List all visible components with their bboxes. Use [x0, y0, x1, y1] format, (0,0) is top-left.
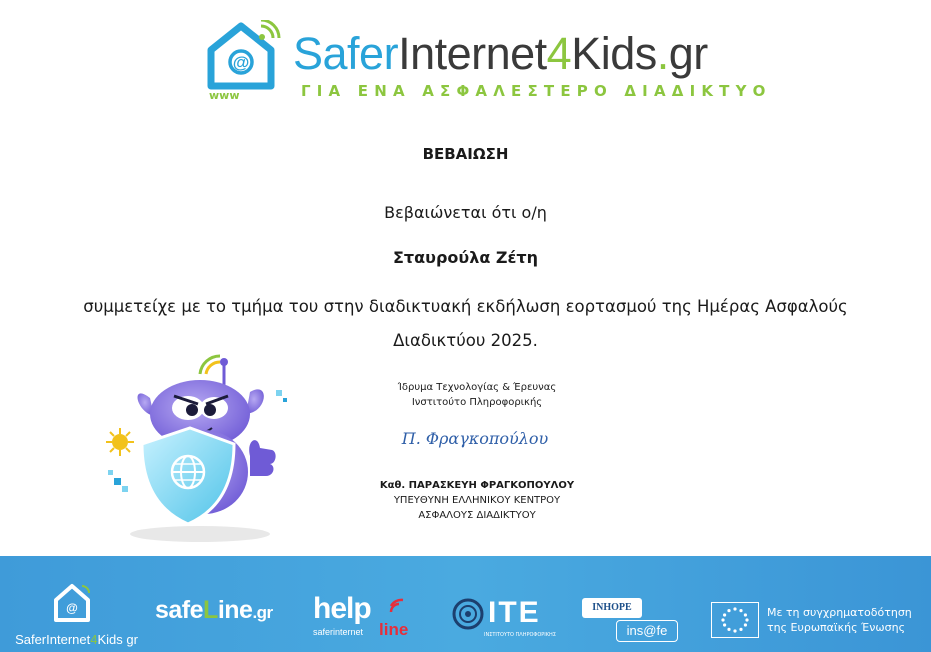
certificate-intro: Βεβαιώνεται ότι ο/η	[384, 203, 547, 222]
ite-wordmark: ITE	[488, 596, 541, 629]
signatory-role-line-2: ΑΣΦΑΛΟΥΣ ΔΙΑΔΙΚΤΥΟΥ	[418, 510, 536, 521]
certificate-body-line-1: συμμετείχε με το τμήμα του στην διαδικτυακή εκδήλωση εορτασμού της Ημέρας Ασφαλούς	[83, 297, 848, 316]
svg-text:www: www	[209, 89, 240, 100]
recipient-name: Σταυρούλα Ζέτη	[393, 248, 538, 267]
signal-icon	[389, 598, 409, 618]
footer-helpline-logo	[313, 594, 425, 644]
handwritten-signature	[400, 424, 550, 452]
footer-inhope-insafe-logo	[582, 598, 676, 642]
certificate-body	[0, 290, 931, 358]
helpline-sub: saferinternet	[313, 627, 364, 637]
certificate-title: ΒΕΒΑΙΩΣΗ	[422, 145, 509, 163]
signatory-role-line-1: ΥΠΕΥΘΥΝΗ ΕΛΛΗΝΙΚΟΥ ΚΕΝΤΡΟΥ	[393, 495, 561, 506]
logo-word-dot: .	[656, 28, 669, 79]
logo-word-internet: Internet	[398, 28, 547, 79]
eu-text-line-2: της Ευρωπαϊκής Ένωσης	[767, 621, 906, 634]
ite-seal-icon	[452, 598, 484, 630]
eu-cofunding-text	[767, 605, 912, 635]
insafe-label: ins@fe	[616, 620, 678, 642]
logo-wordmark	[293, 28, 708, 80]
svg-text:@: @	[232, 53, 250, 72]
saferinternet4kids-logo	[205, 20, 772, 102]
mascot-illustration	[100, 352, 300, 547]
inhope-label: INHOPE	[582, 598, 642, 618]
footer-sik-wordmark: SaferInternet4Kids gr	[15, 632, 138, 647]
eu-flag-icon	[711, 602, 759, 638]
signatory-name: Καθ. ΠΑΡΑΣΚΕΥΗ ΦΡΑΓΚΟΠΟΥΛΟΥ	[379, 480, 575, 491]
footer-safeline-logo: safeLine.gr	[155, 596, 273, 624]
logo-word-gr: gr	[668, 28, 708, 79]
helpline-word: help	[313, 592, 371, 625]
helpline-line: line	[379, 620, 409, 639]
footer-partners-bar	[0, 556, 931, 652]
logo-word-kids: Kids	[571, 28, 657, 79]
footer-saferinternet4kids-logo	[14, 582, 139, 652]
footer-ite-logo	[452, 598, 560, 642]
signature-organization	[372, 380, 582, 410]
eu-text-line-1: Με τη συγχρηματοδότηση	[767, 606, 912, 619]
house-at-icon	[205, 20, 283, 100]
signatory	[372, 478, 582, 523]
ite-subtitle: ΙΝΣΤΙΤΟΥΤΟ ΠΛΗΡΟΦΟΡΙΚΗΣ	[484, 632, 556, 638]
sun-icon	[106, 428, 134, 456]
signature-org-line-2: Ινστιτούτο Πληροφορικής	[411, 397, 543, 408]
svg-text:Π. Φραγκοπούλου: Π. Φραγκοπούλου	[401, 429, 549, 448]
footer-eu-cofunding	[711, 602, 911, 638]
svg-text:@: @	[66, 601, 78, 615]
logo-tagline: ΓΙΑ ΕΝΑ ΑΣΦΑΛΕΣΤΕΡΟ ΔΙΑΔΙΚΤΥΟ	[301, 82, 772, 100]
signature-org-line-1: Ίδρυμα Τεχνολογίας & Έρευνας	[397, 382, 557, 393]
house-at-icon	[52, 582, 94, 628]
certificate-body-line-2: Διαδικτύου 2025.	[393, 331, 538, 350]
logo-word-four: 4	[546, 28, 572, 79]
logo-word-safer: Safer	[293, 28, 399, 79]
